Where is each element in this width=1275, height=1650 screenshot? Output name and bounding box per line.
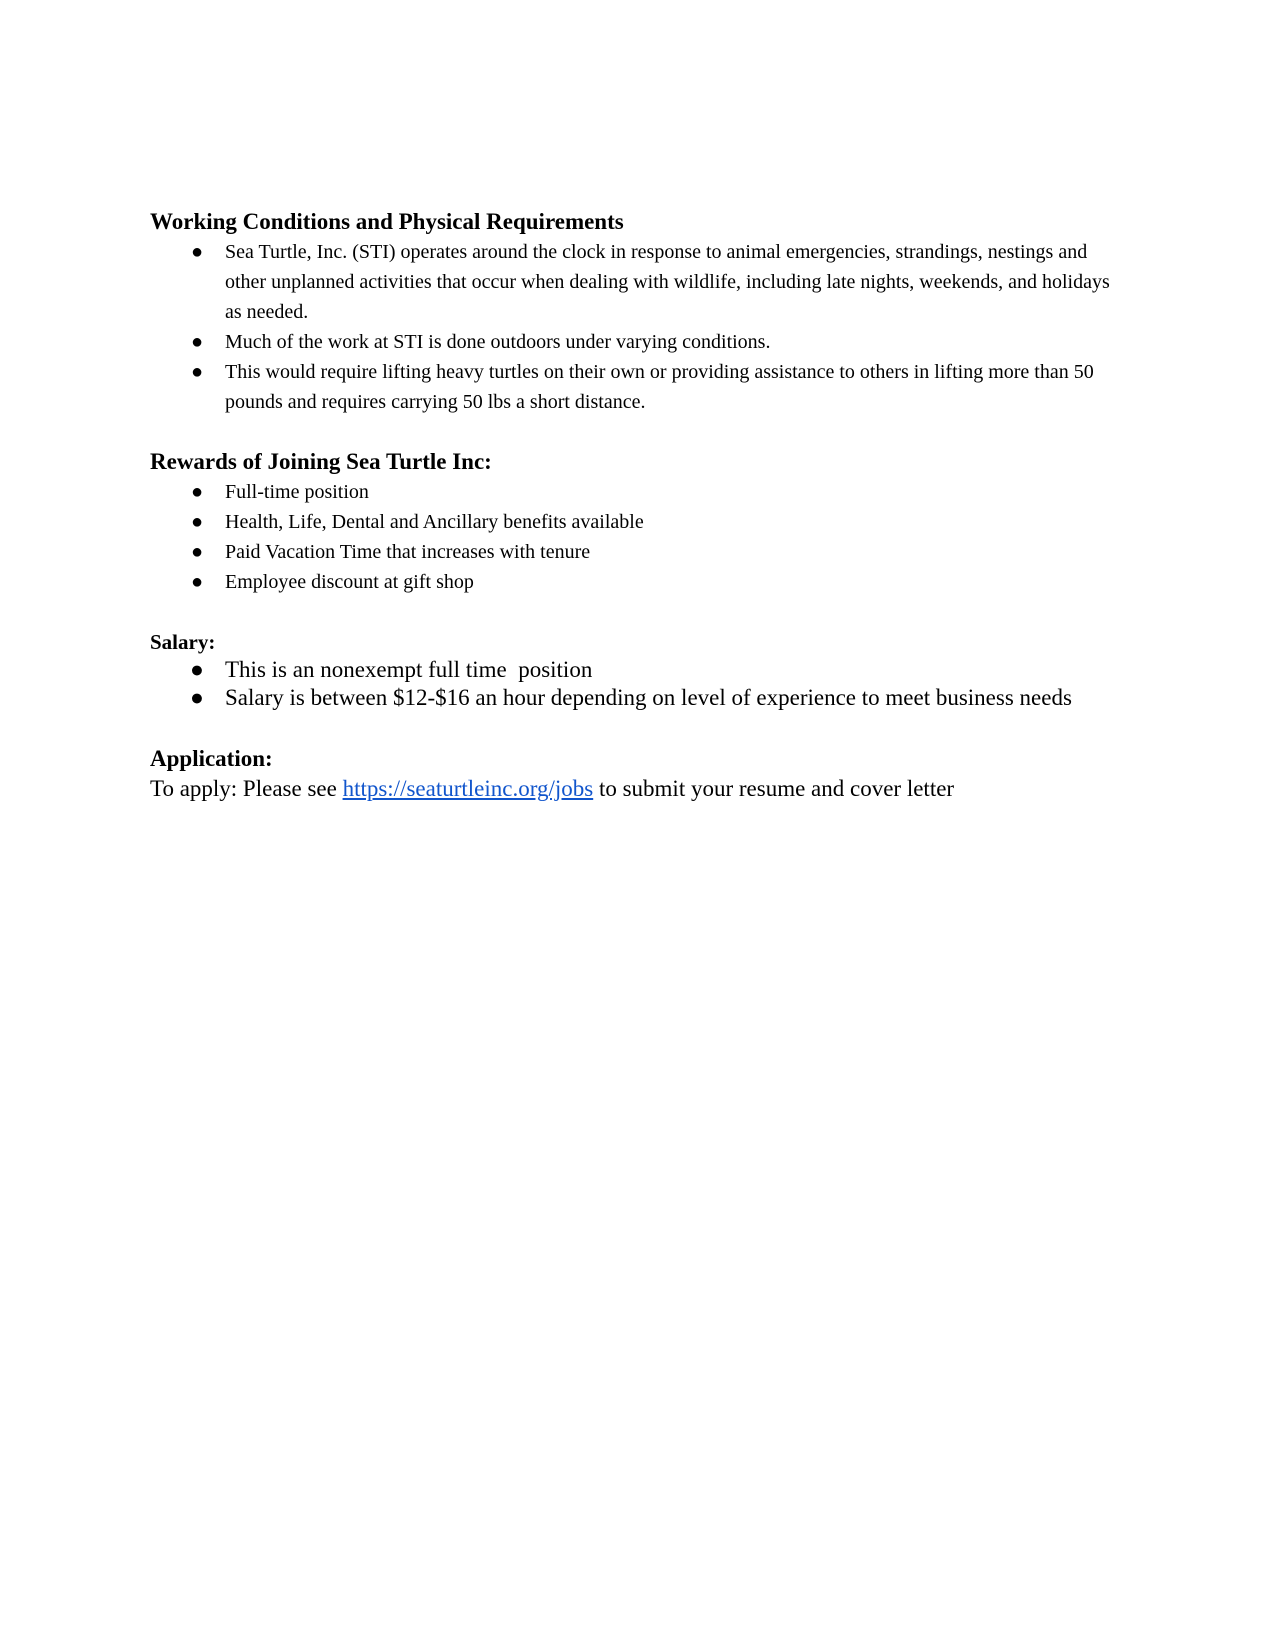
- list-item-text: Paid Vacation Time that increases with tenure: [225, 541, 591, 563]
- application-heading: Application:: [150, 746, 273, 771]
- apply-prefix: To apply: Please see: [150, 776, 343, 801]
- list-item-text: Salary is between $12-$16 an hour depending on level of experience to meet business needs: [225, 685, 1072, 710]
- salary-section: [150, 628, 1110, 712]
- list-item: [150, 477, 1110, 507]
- list-item: [150, 327, 1110, 357]
- list-item-text: Sea Turtle, Inc. (STI) operates around the clock in response to animal emergencies, strandings, nestings and other unplanned activities that occur when dealing with wildlife, including late nights, weekends, and holidays as needed.: [225, 241, 1110, 323]
- rewards-list: [150, 477, 1110, 597]
- working-conditions-heading: Working Conditions and Physical Requirements: [150, 209, 624, 234]
- application-section: [150, 744, 1110, 804]
- list-item: [150, 237, 1110, 327]
- list-item: [150, 537, 1110, 567]
- working-conditions-section: [150, 207, 1110, 417]
- list-item-text: Employee discount at gift shop: [225, 571, 474, 593]
- rewards-section: [150, 447, 1110, 597]
- bullet-icon: ●: [190, 481, 204, 503]
- list-item: [150, 684, 1110, 712]
- list-item: [150, 507, 1110, 537]
- list-item-text: Full-time position: [225, 481, 369, 503]
- bullet-icon: ●: [190, 571, 204, 593]
- bullet-icon: ●: [190, 361, 204, 383]
- list-item-text: This would require lifting heavy turtles on their own or providing assistance to others in lifting more than 50 pounds and requires carrying 50 lbs a short distance.: [225, 361, 1094, 413]
- salary-list: [150, 656, 1110, 712]
- bullet-icon: ●: [190, 331, 204, 353]
- list-item: [150, 567, 1110, 597]
- bullet-icon: ●: [190, 657, 204, 682]
- bullet-icon: ●: [190, 241, 204, 263]
- list-item-text: This is an nonexempt full time position: [225, 657, 593, 682]
- jobs-link[interactable]: https://seaturtleinc.org/jobs: [342, 776, 594, 801]
- apply-instructions: [150, 774, 1110, 804]
- bullet-icon: ●: [190, 541, 204, 563]
- list-item-text: Much of the work at STI is done outdoors under varying conditions.: [225, 331, 771, 353]
- list-item-text: Health, Life, Dental and Ancillary benefits available: [225, 511, 644, 533]
- list-item: [150, 656, 1110, 684]
- rewards-heading: Rewards of Joining Sea Turtle Inc:: [150, 449, 492, 474]
- apply-suffix: to submit your resume and cover letter: [593, 776, 955, 801]
- bullet-icon: ●: [190, 511, 204, 533]
- list-item: [150, 357, 1110, 417]
- working-conditions-list: [150, 237, 1110, 417]
- bullet-icon: ●: [190, 685, 204, 710]
- salary-heading: Salary:: [150, 630, 216, 654]
